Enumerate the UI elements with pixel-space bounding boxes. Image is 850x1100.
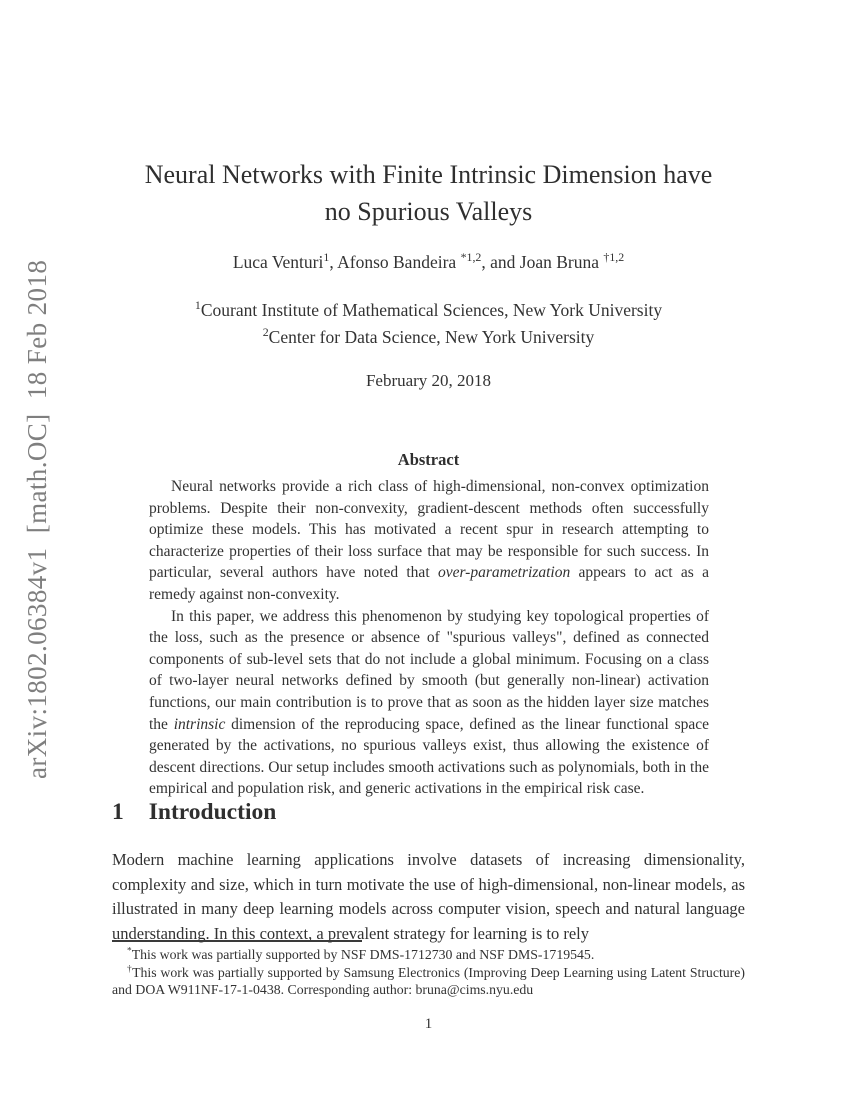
abstract-p2-text-1: In this paper, we address this phenomenon by studying key topological properties of the loss, such as the presence or absence of "spurious valleys", defined as connected components of sub-level sets that do not include a global minimum. Focusing on a class of two-layer neural networks defined by smooth (but generally non-linear) activation functions, our main contribution is to prove that as soon as the hidden layer size matches the <box>149 607 709 733</box>
affiliation-1 <box>112 297 745 324</box>
affiliations <box>112 297 745 351</box>
abstract-p2-emphasis: intrinsic <box>173 715 226 733</box>
footnote-2 <box>112 964 745 999</box>
introduction-paragraph: Modern machine learning applications involve datasets of increasing dimensionality, complexity and size, which in turn motivate the use of high-dimensional, non-linear models, as illustrated in many deep learning models across computer vision, speech and natural language understanding. In this context, a prevalent strategy for learning is to rely <box>112 850 745 943</box>
author-name-1: Luca Venturi <box>232 252 324 272</box>
footnotes <box>112 946 745 999</box>
paper-title-line1: Neural Networks with Finite Intrinsic Dimension have <box>144 160 713 189</box>
author-name-2: , Afonso Bandeira <box>329 252 461 272</box>
author-footnote-mark-2: *1,2 <box>460 250 482 265</box>
arxiv-watermark: arXiv:1802.06384v1 [math.OC] 18 Feb 2018 <box>22 259 52 779</box>
paper-content <box>112 0 745 1100</box>
footnote-1-text: This work was partially supported by NSF DMS-1712730 and NSF DMS-1719545. <box>131 947 595 962</box>
footnote-2-text: This work was partially supported by Samsung Electronics (Improving Deep Learning using Latent Structure) and DOA W911NF-17-1-0438. Corresponding author: bruna@cims.nyu.edu <box>112 964 745 997</box>
abstract-body <box>149 476 709 800</box>
abstract-p1-emphasis: over-parametrization <box>437 564 571 582</box>
page-number: 1 <box>424 1016 433 1032</box>
footnote-2-mark: † <box>127 963 133 974</box>
author-footnote-mark-1: 1 <box>323 250 330 265</box>
author-footnote-mark-3: †1,2 <box>603 250 625 265</box>
affiliation-1-text: Courant Institute of Mathematical Sciences, New York University <box>200 300 663 320</box>
paper-date: February 20, 2018 <box>365 371 492 390</box>
section-number: 1 <box>112 799 124 825</box>
affiliation-2-mark: 2 <box>262 325 269 340</box>
section-heading-introduction <box>112 799 276 826</box>
abstract-paragraph-1 <box>149 476 709 606</box>
affiliation-2-text: Center for Data Science, New York University <box>268 327 595 347</box>
affiliation-2 <box>112 324 745 351</box>
paper-title-line2: no Spurious Valleys <box>324 197 533 226</box>
footnote-1 <box>112 946 745 964</box>
footnote-1-mark: * <box>127 946 132 957</box>
affiliation-1-mark: 1 <box>194 298 201 313</box>
abstract-p1-text-2: appears to act as a remedy against non-convexity. <box>149 564 710 603</box>
abstract-heading: Abstract <box>397 450 460 469</box>
abstract-p1-text-1: Neural networks provide a rich class of high-dimensional, non-convex optimization problems. Despite their non-convexity, gradient-descent methods often successfully optimize these models. This has motivated a recent spur in research attempting to characterize properties of their loss surface that may be responsible for such success. In particular, several authors have noted that <box>149 478 709 582</box>
abstract-paragraph-2 <box>149 606 709 800</box>
author-line <box>112 252 745 273</box>
author-name-3: , and Joan Bruna <box>481 252 604 272</box>
paper-title <box>112 156 745 230</box>
abstract-p2-text-2: dimension of the reproducing space, defined as the linear functional space generated by the activations, no spurious valleys exist, thus allowing the existence of descent directions. Our setup includes smooth activations such as polynomials, both in the empirical and population risk, and generic activations in the empirical risk case. <box>149 715 710 798</box>
footnote-rule <box>112 940 362 942</box>
section-title: Introduction <box>148 799 277 825</box>
